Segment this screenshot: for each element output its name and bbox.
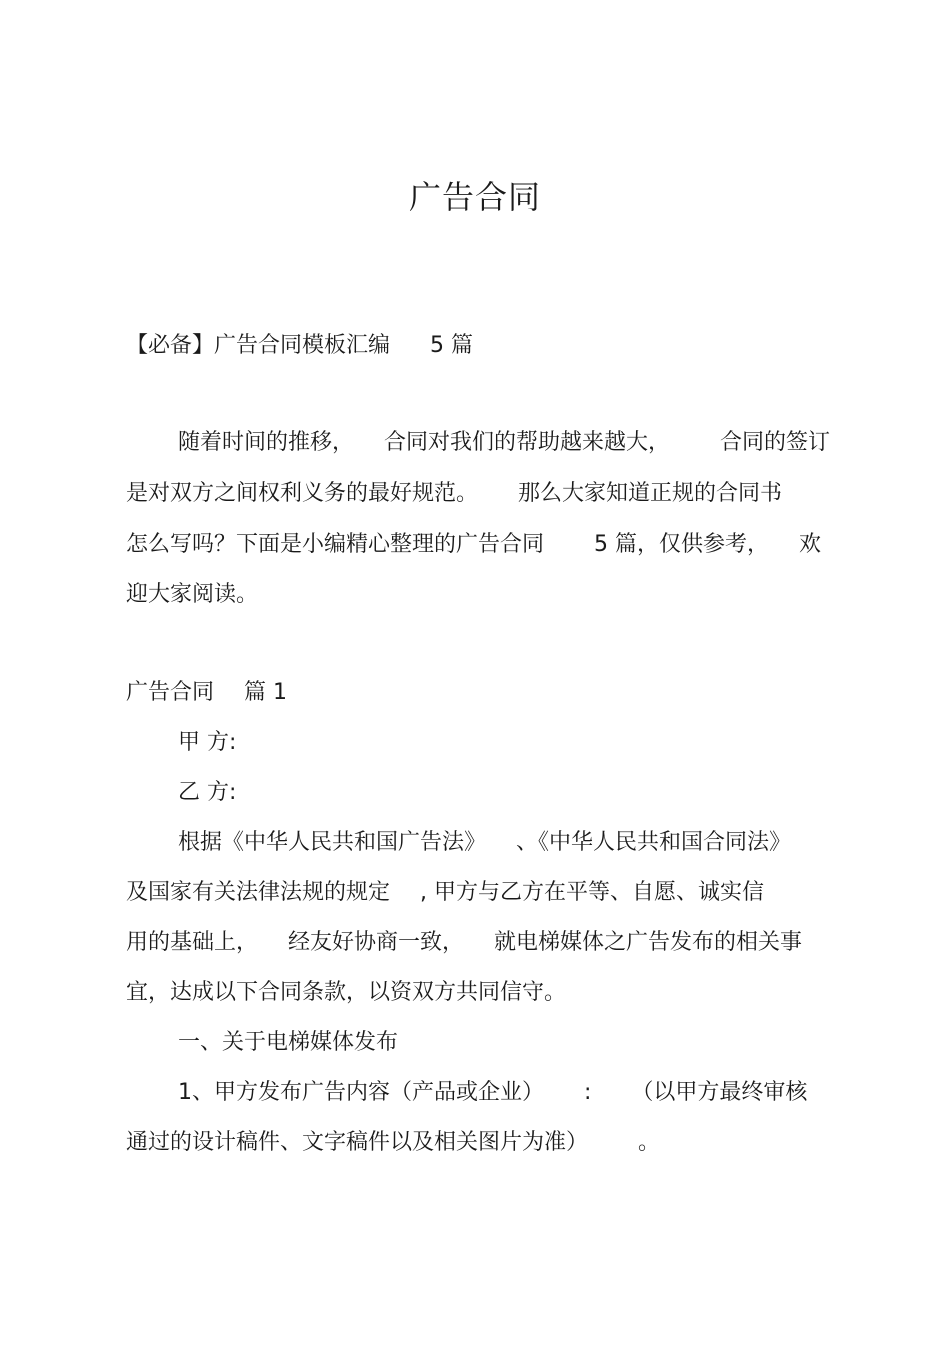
section-heading-text: 广告合同 — [126, 680, 215, 705]
clause-text: （以甲方最终审核 — [631, 1080, 808, 1105]
party-a-line: 甲 方: — [178, 730, 237, 755]
intro-text: 5 篇，仅供参考， — [594, 532, 770, 557]
document-subtitle — [126, 328, 473, 359]
basis-line-2 — [126, 878, 764, 908]
intro-text: 合同对我们的帮助越来越大， — [384, 430, 671, 455]
intro-text: 怎么写吗？下面是小编精心整理的广告合同 — [126, 532, 545, 557]
clause-1-line-2 — [126, 1128, 660, 1158]
basis-text: 根据《中华人民共和国广告法》 — [178, 830, 487, 855]
intro-line-1 — [178, 428, 830, 458]
basis-text: 经友好协商一致， — [288, 930, 465, 955]
subtitle-count: 5 篇 — [430, 333, 474, 358]
basis-text: 、《中华人民共和国合同法》 — [516, 830, 792, 855]
basis-text: 宜，达成以下合同条款，以资双方共同信守。 — [126, 980, 567, 1005]
clause-1-line-1 — [178, 1078, 807, 1108]
intro-line-4 — [126, 580, 258, 610]
basis-text: 及国家有关法律法规的规定 — [126, 880, 391, 905]
section-heading-number: 篇 1 — [244, 680, 288, 705]
party-b-line: 乙 方: — [178, 780, 237, 805]
clause-text: : — [584, 1080, 592, 1105]
clause-heading: 一、关于电梯媒体发布 — [178, 1030, 399, 1055]
intro-text: 那么大家知道正规的合同书 — [518, 481, 783, 506]
basis-text: 用的基础上， — [126, 930, 259, 955]
clause-text: 1、甲方发布广告内容（产品或企业） — [178, 1080, 544, 1105]
section-heading — [126, 678, 287, 708]
intro-text: 迎大家阅读。 — [126, 582, 259, 607]
basis-line-3 — [126, 928, 802, 958]
basis-text: , 甲方与乙方在平等、自愿、诚实信 — [420, 880, 765, 905]
subtitle-text: 【必备】广告合同模板汇编 — [126, 333, 391, 358]
basis-line-4 — [126, 978, 566, 1008]
document-title: 广告合同 — [408, 178, 541, 216]
intro-text: 是对双方之间权利义务的最好规范。 — [126, 481, 479, 506]
intro-text: 欢 — [799, 532, 822, 557]
intro-text: 合同的签订 — [720, 430, 831, 455]
intro-line-3 — [126, 530, 821, 560]
clause-text: 通过的设计稿件、文字稿件以及相关图片为准） — [126, 1130, 589, 1155]
intro-line-2 — [126, 479, 782, 509]
basis-text: 就电梯媒体之广告发布的相关事 — [494, 930, 803, 955]
clause-text: 。 — [638, 1130, 661, 1155]
intro-text: 随着时间的推移， — [178, 430, 355, 455]
basis-line-1 — [178, 828, 791, 858]
